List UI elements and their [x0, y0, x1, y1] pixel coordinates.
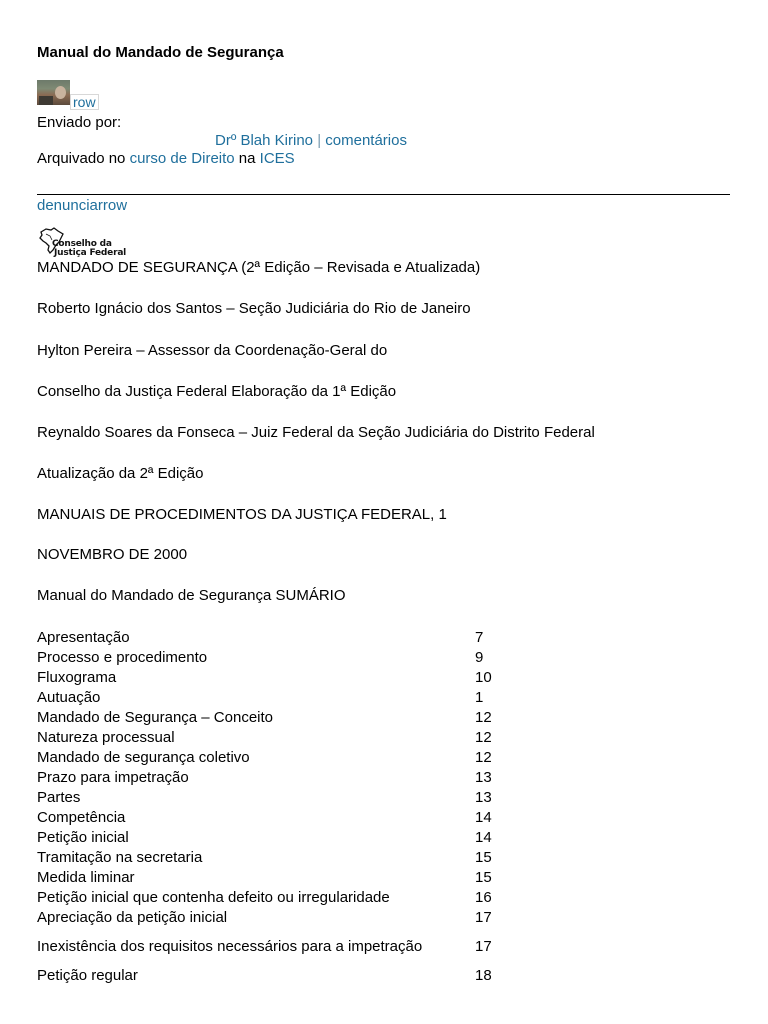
report-link[interactable]: denunciarrow: [37, 197, 128, 214]
toc-label: Mandado de Segurança – Conceito: [37, 709, 274, 726]
toc-page: 12: [475, 729, 492, 746]
toc-page: 15: [475, 869, 492, 886]
toc-page: 14: [475, 809, 492, 826]
paragraph: Roberto Ignácio dos Santos – Seção Judiciária do Rio de Janeiro: [37, 300, 471, 317]
table-of-contents: [37, 628, 515, 986]
toc-page: 12: [475, 749, 492, 766]
author-line: [215, 132, 407, 149]
toc-page: 13: [475, 769, 492, 786]
toc-page: 16: [475, 889, 492, 906]
toc-label: Inexistência dos requisitos necessários para a impetração: [37, 938, 423, 955]
table-row: [37, 628, 515, 648]
paragraph: Conselho da Justiça Federal Elaboração da 1ª Edição: [37, 383, 397, 400]
toc-page: 18: [475, 967, 492, 984]
author-separator: |: [317, 132, 322, 149]
toc-page: 7: [475, 629, 484, 646]
table-row: [37, 788, 515, 808]
author-link[interactable]: Drº Blah Kirino: [215, 132, 314, 149]
uploader-profile-link[interactable]: row: [70, 94, 99, 110]
paragraph: Manual do Mandado de Segurança SUMÁRIO: [37, 587, 346, 604]
table-row: [37, 868, 515, 888]
paragraph: NOVEMBRO DE 2000: [37, 546, 188, 563]
toc-page: 17: [475, 938, 492, 955]
toc-page: 14: [475, 829, 492, 846]
toc-label: Apreciação da petição inicial: [37, 909, 228, 926]
toc-label: Petição regular: [37, 967, 138, 984]
table-row: [37, 828, 515, 848]
toc-label: Partes: [37, 789, 81, 806]
toc-label: Autuação: [37, 689, 101, 706]
logo-line-2: Justiça Federal: [54, 248, 127, 258]
toc-page: 1: [475, 689, 484, 706]
table-row: [37, 808, 515, 828]
toc-label: Apresentação: [37, 629, 130, 646]
filed-prefix: Arquivado no: [37, 150, 126, 167]
toc-page: 10: [475, 669, 492, 686]
document-title: Manual do Mandado de Segurança: [37, 44, 284, 61]
table-row: [37, 888, 515, 908]
paragraph: MANDADO DE SEGURANÇA (2ª Edição – Revisada e Atualizada): [37, 259, 481, 276]
toc-label: Natureza processual: [37, 729, 175, 746]
table-row: [37, 648, 515, 668]
table-row: [37, 688, 515, 708]
paragraph: Reynaldo Soares da Fonseca – Juiz Federal da Seção Judiciária do Distrito Federal: [37, 424, 595, 441]
toc-label: Petição inicial: [37, 829, 129, 846]
toc-label: Tramitação na secretaria: [37, 849, 203, 866]
filed-line: [37, 150, 295, 167]
toc-label: Prazo para impetração: [37, 769, 189, 786]
uploader-info: [37, 80, 99, 112]
school-link[interactable]: ICES: [259, 150, 295, 167]
toc-page: 12: [475, 709, 492, 726]
table-row: [37, 966, 515, 986]
toc-page: 17: [475, 909, 492, 926]
table-row: [37, 668, 515, 688]
paragraph: MANUAIS DE PROCEDIMENTOS DA JUSTIÇA FEDERAL, 1: [37, 506, 447, 523]
toc-page: 13: [475, 789, 492, 806]
cjf-logo: [37, 226, 127, 260]
table-row: [37, 748, 515, 768]
table-row: [37, 728, 515, 748]
toc-label: Mandado de segurança coletivo: [37, 749, 250, 766]
toc-label: Medida liminar: [37, 869, 135, 886]
uploader-avatar[interactable]: [37, 80, 70, 105]
table-row: [37, 708, 515, 728]
toc-label: Petição inicial que contenha defeito ou irregularidade: [37, 889, 390, 906]
paragraph: Hylton Pereira – Assessor da Coordenação-Geral do: [37, 342, 388, 359]
table-row: [37, 768, 515, 788]
toc-label: Fluxograma: [37, 669, 117, 686]
sent-by-label: Enviado por:: [37, 114, 122, 131]
toc-page: 15: [475, 849, 492, 866]
logo-line-1: Conselho da: [52, 239, 112, 249]
table-row: [37, 848, 515, 868]
comments-link[interactable]: comentários: [325, 132, 407, 149]
toc-label: Processo e procedimento: [37, 649, 208, 666]
table-row: [37, 928, 515, 966]
divider: [37, 194, 730, 195]
table-row: [37, 908, 515, 928]
course-link[interactable]: curso de Direito: [129, 150, 235, 167]
filed-middle: na: [238, 150, 256, 167]
toc-label: Competência: [37, 809, 126, 826]
paragraph: Atualização da 2ª Edição: [37, 465, 204, 482]
toc-page: 9: [475, 649, 484, 666]
